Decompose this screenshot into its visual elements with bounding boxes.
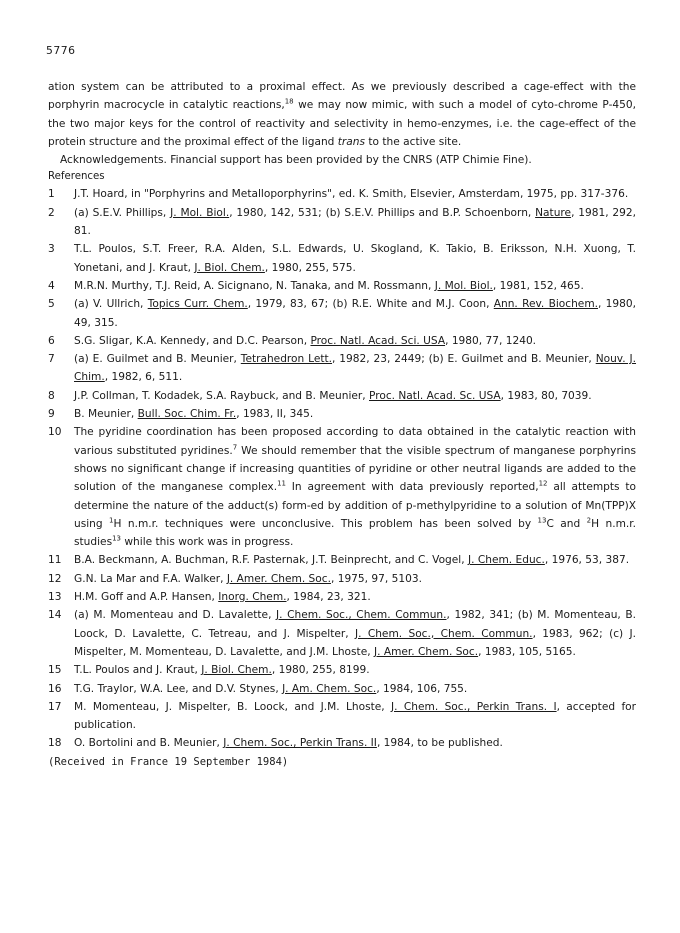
reference-item (48, 551, 636, 569)
reference-text (74, 698, 636, 735)
journal-name: Nouv. J. Chim. (74, 353, 637, 384)
journal-name: J. Chem. Soc., Chem. Commun. (354, 627, 533, 640)
reference-number: 3 (48, 243, 55, 256)
reference-text-part: , 1982, 341; (b) M. Momenteau, B. Loock, D. Lavalette, C. Tetreau, and J. Mispelter, (74, 609, 636, 640)
reference-text-part: T.L. Poulos and J. Kraut, (74, 664, 202, 677)
citation-superscript: 18 (284, 97, 294, 106)
reference-text (74, 277, 636, 295)
reference-item (48, 332, 636, 350)
reference-text-part: S.G. Sligar, K.A. Kennedy, and D.C. Pearson, (74, 334, 311, 347)
reference-text-part: , 1980, 255, 575. (264, 261, 356, 274)
reference-text-part: M. Momenteau, J. Mispelter, B. Loock, and J.M. Lhoste, (74, 700, 392, 713)
reference-text (74, 350, 636, 387)
page-number: 5776 (46, 44, 76, 57)
reference-number: 17 (48, 700, 62, 713)
reference-text-part: (a) M. Momenteau and D. Lavalette, (74, 609, 277, 622)
reference-number: 7 (48, 353, 55, 366)
journal-name: Bull. Soc. Chim. Fr. (137, 408, 237, 421)
reference-text-part: , 1982, 23, 2449; (b) E. Guilmet and B. Meunier, (332, 353, 596, 366)
reference-number: 18 (48, 737, 62, 750)
journal-name: J. Mol. Biol. (170, 206, 230, 219)
reference-text (74, 606, 636, 661)
reference-item (48, 240, 636, 277)
reference-text-part: , 1980, 255, 8199. (271, 664, 370, 677)
reference-item (48, 295, 636, 332)
italic-term: trans (337, 135, 366, 148)
reference-item (48, 734, 636, 752)
reference-number: 2 (48, 206, 55, 219)
journal-name: J. Chem. Soc., Chem. Commun. (276, 609, 447, 622)
journal-name: Inorg. Chem. (218, 591, 287, 604)
reference-number: 14 (48, 609, 62, 622)
reference-number: 15 (48, 664, 62, 677)
reference-number: 8 (48, 389, 55, 402)
reference-text (74, 295, 636, 332)
reference-number: 6 (48, 334, 55, 347)
received-date: (Received in France 19 September 1984) (48, 755, 289, 768)
reference-text-part: , 1983, 962; (c) J. Mispelter, M. Momenteau, D. Lavalette, and J.M. Lhoste, (74, 627, 636, 658)
reference-item (48, 277, 636, 295)
reference-text-part: C and (546, 517, 587, 530)
reference-text-part: , 1975, 97, 5103. (330, 572, 422, 585)
reference-text-part: G.N. La Mar and F.A. Walker, (74, 572, 227, 585)
reference-text-part: , 1980, 77, 1240. (445, 334, 537, 347)
reference-item (48, 680, 636, 698)
reference-text-part: We should remember that the visible spectrum of manganese porphyrins shows no significant change if increasing quantities of pyridine or other neutral ligands are added to the solution of the manganese complex. (74, 444, 636, 494)
reference-text-part: H n.m.r. studies (74, 517, 637, 549)
journal-name: J. Amer. Chem. Soc. (226, 572, 331, 585)
journal-name: J. Chem. Soc., Perkin Trans. I (391, 700, 557, 713)
reference-item (48, 387, 636, 405)
paragraph-text: ation system can be attributed to a proximal effect. As we previously described a cage-effect with the porphyrin macrocycle in catalytic reactions, (48, 81, 636, 112)
reference-number: 11 (48, 554, 62, 567)
reference-text (74, 570, 636, 588)
journal-name: J. Am. Chem. Soc. (282, 682, 377, 695)
acknowledgements: Acknowledgements. Financial support has been provided by the CNRS (ATP Chimie Fine). (60, 154, 532, 167)
reference-number: 5 (48, 298, 55, 311)
reference-text-part: H n.m.r. techniques were unconclusive. This problem has been solved by (113, 517, 538, 530)
paragraph-text: to the active site. (365, 135, 462, 148)
reference-text-part: J.T. Hoard, in "Porphyrins and Metalloporphyrins", ed. K. Smith, Elsevier, Amsterdam, 1975, pp. 317-376. (74, 188, 629, 201)
reference-text-part: J.P. Collman, T. Kodadek, S.A. Raybuck, and B. Meunier, (74, 389, 370, 402)
reference-text (74, 551, 636, 569)
reference-text-part: H.M. Goff and A.P. Hansen, (74, 591, 219, 604)
reference-item (48, 405, 636, 423)
reference-item (48, 185, 636, 203)
reference-item (48, 570, 636, 588)
journal-name: J. Chem. Soc., Perkin Trans. II (223, 737, 377, 750)
reference-text (74, 405, 636, 423)
reference-text-part: B. Meunier, (74, 408, 138, 421)
reference-text-part: , 1984, 23, 321. (286, 591, 371, 604)
body-paragraph (48, 78, 636, 151)
reference-item (48, 350, 636, 387)
reference-text-part: B.A. Beckmann, A. Buchman, R.F. Pasternak, J.T. Beinprecht, and C. Vogel, (74, 554, 468, 567)
reference-text-part: T.L. Poulos, S.T. Freer, R.A. Alden, S.L. Edwards, U. Skogland, K. Takio, B. Eriksson, N.H. Xuong, T. Yonetani, and J. Kraut, (74, 243, 636, 274)
reference-text (74, 240, 636, 277)
reference-text-part: T.G. Traylor, W.A. Lee, and D.V. Stynes, (74, 682, 283, 695)
citation-superscript: 7 (232, 443, 238, 452)
reference-text (74, 680, 636, 698)
reference-item (48, 698, 636, 735)
article-body (48, 78, 636, 771)
reference-text-part: , 1983, 80, 7039. (500, 389, 592, 402)
reference-text-part: , 1976, 53, 387. (544, 554, 630, 567)
reference-text-part: , 1981, 152, 465. (492, 279, 584, 292)
reference-text-part: , 1983, 105, 5165. (478, 645, 576, 658)
reference-text (74, 332, 636, 350)
reference-text-part: In agreement with data previously reported, (286, 481, 539, 494)
reference-text (74, 734, 636, 752)
reference-text-part: , accepted for publication. (74, 700, 637, 732)
reference-item (48, 423, 636, 551)
citation-superscript: 12 (538, 479, 548, 488)
isotope-superscript: 2 (586, 516, 592, 525)
journal-name: J. Chem. Educ. (467, 554, 545, 567)
journal-name: Topics Curr. Chem. (147, 298, 248, 311)
journal-name: Tetrahedron Lett. (240, 353, 333, 366)
reference-text-part: while this work was in progress. (121, 536, 294, 549)
journal-name: Proc. Natl. Acad. Sc. USA (369, 389, 501, 402)
citation-superscript: 13 (112, 534, 122, 543)
reference-item (48, 204, 636, 241)
journal-name: Nature (535, 206, 572, 219)
isotope-superscript: 1 (109, 516, 114, 525)
reference-number: 10 (48, 426, 62, 439)
journal-name: Ann. Rev. Biochem. (493, 298, 599, 311)
reference-text (74, 423, 636, 551)
reference-item (48, 588, 636, 606)
journal-name: J. Amer. Chem. Soc. (373, 645, 479, 658)
reference-text-part: , 1982, 6, 511. (104, 371, 183, 384)
isotope-superscript: 13 (537, 516, 547, 525)
reference-item (48, 661, 636, 679)
reference-text (74, 387, 636, 405)
reference-text-part: O. Bortolini and B. Meunier, (74, 737, 224, 750)
journal-name: J. Biol. Chem. (194, 261, 265, 274)
reference-text-part: (a) S.E.V. Phillips, (74, 206, 171, 219)
reference-text-part: , 1980, 49, 315. (74, 298, 636, 329)
reference-text-part: , 1984, to be published. (376, 737, 503, 750)
reference-text-part: , 1981, 292, 81. (74, 206, 636, 238)
reference-text (74, 185, 636, 203)
journal-name: J. Mol. Biol. (434, 279, 493, 292)
journal-name: Proc. Natl. Acad. Sci. USA (310, 334, 446, 347)
reference-text-part: , 1983, II, 345. (236, 408, 314, 421)
reference-number: 4 (48, 279, 55, 292)
reference-text-part: M.R.N. Murthy, T.J. Reid, A. Sicignano, N. Tanaka, and M. Rossmann, (74, 279, 435, 292)
reference-text-part: The pyridine coordination has been proposed according to data obtained in the catalytic reaction with various substituted pyridines. (74, 426, 636, 457)
reference-number: 12 (48, 572, 62, 585)
reference-text-part: (a) E. Guilmet and B. Meunier, (74, 353, 241, 366)
reference-list (48, 185, 636, 752)
reference-text-part: , 1984, 106, 755. (376, 682, 468, 695)
reference-text-part: , 1980, 142, 531; (b) S.E.V. Phillips and B.P. Schoenborn, (229, 206, 536, 219)
journal-name: J. Biol. Chem. (201, 664, 272, 677)
reference-number: 16 (48, 682, 62, 695)
paragraph-text: we may now mimic, with such a model of cyto-chrome P-450, the two major keys for the control of reactivity and selectivity in hemo-enzymes, i.e. the cage-effect of the protein structure and the proximal effect of the ligand (48, 99, 636, 148)
reference-text (74, 661, 636, 679)
reference-text-part: all attempts to determine the nature of the adduct(s) form-ed by addition of p-methylpyridine to a solution of Mn(TPP)X using (74, 481, 636, 530)
reference-text-part: , 1979, 83, 67; (b) R.E. White and M.J. Coon, (247, 298, 494, 311)
reference-number: 1 (48, 188, 55, 201)
reference-number: 13 (48, 591, 62, 604)
citation-superscript: 11 (277, 479, 286, 488)
reference-number: 9 (48, 408, 55, 421)
reference-text (74, 204, 636, 241)
references-heading: References (48, 171, 105, 183)
reference-item (48, 606, 636, 661)
reference-text-part: (a) V. Ullrich, (74, 298, 148, 311)
reference-text (74, 588, 636, 606)
